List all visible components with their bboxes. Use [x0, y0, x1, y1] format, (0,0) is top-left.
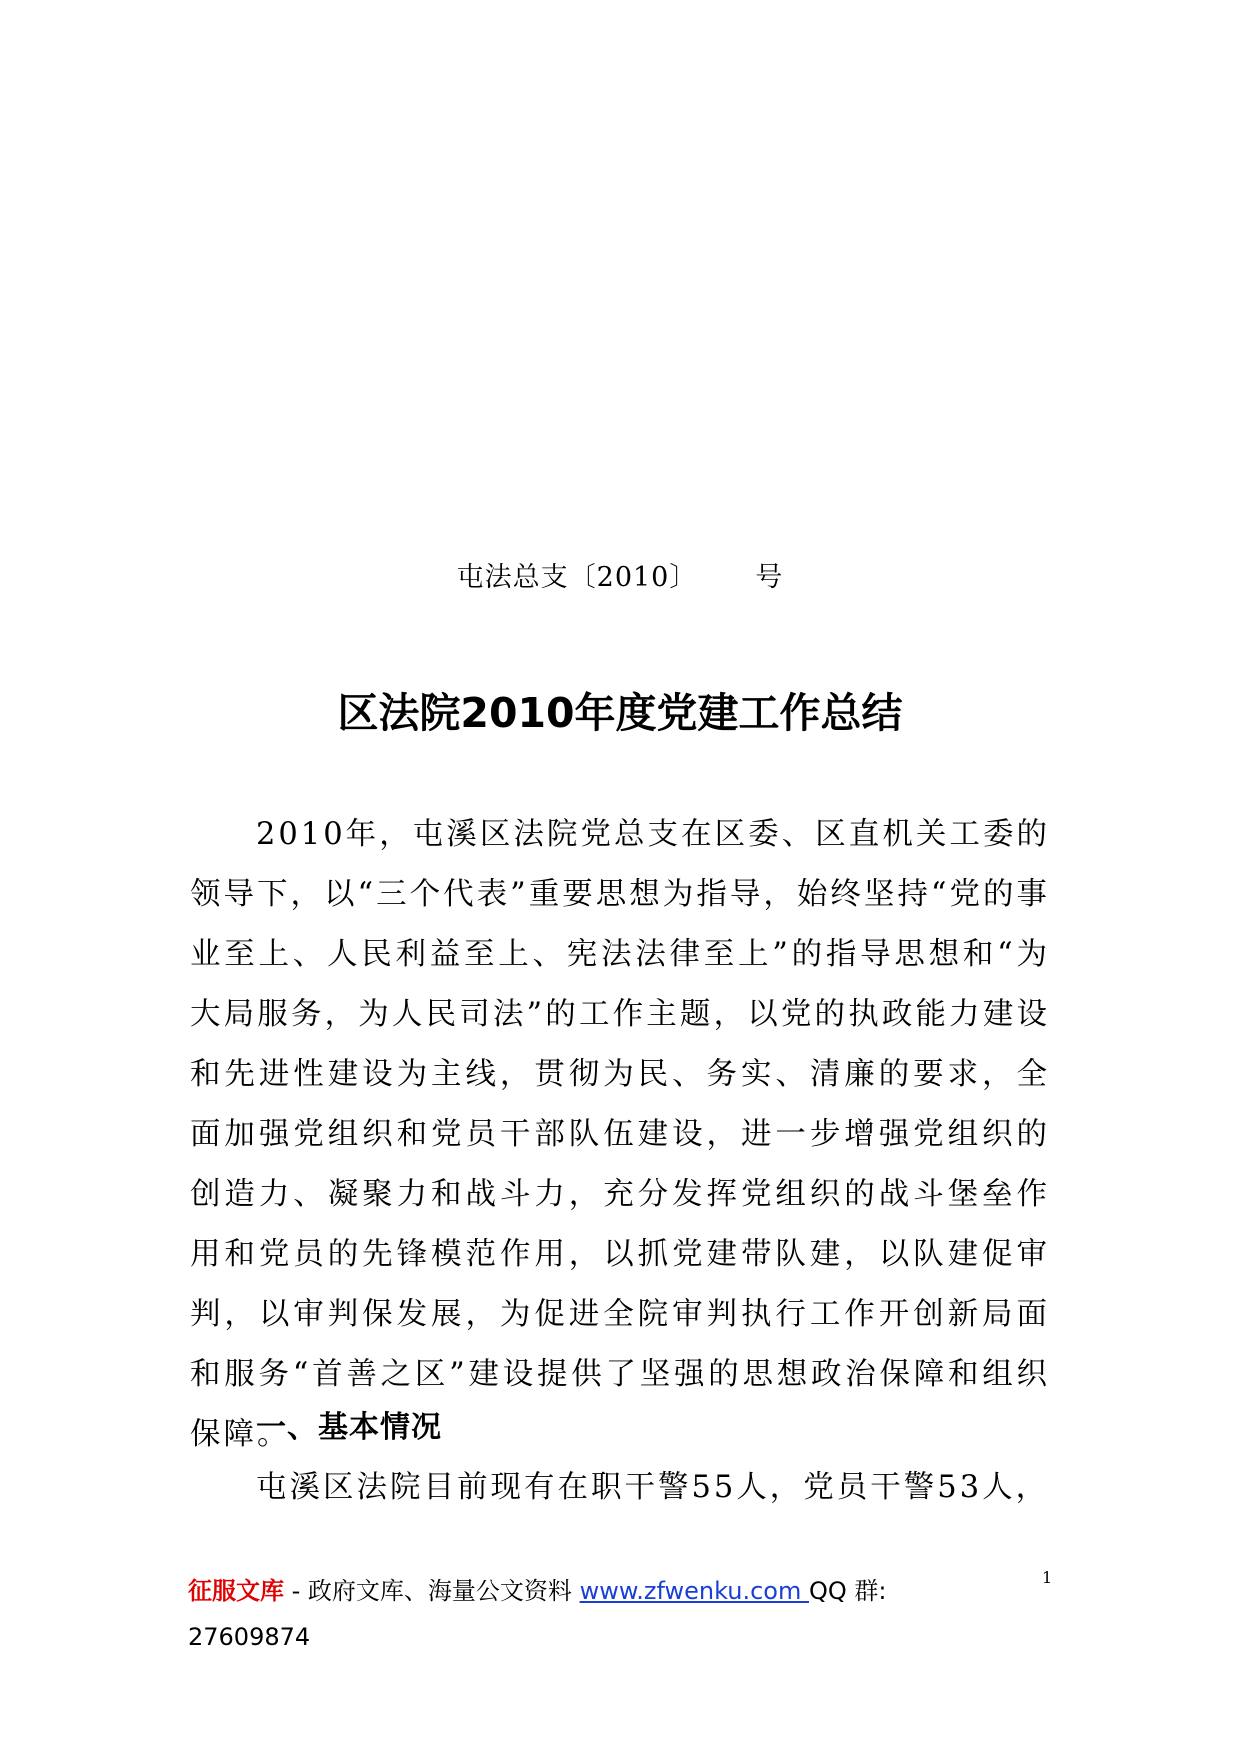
footer-website-link[interactable]: www.zfwenku.com: [579, 1577, 809, 1605]
intro-paragraph: 2010年，屯溪区法院党总支在区委、区直机关工委的领导下，以“三个代表”重要思想为指导，始终坚持“党的事业至上、人民利益至上、宪法法律至上”的指导思想和“为大局服务，为人民司法”的工作主题，以党的执政能力建设和先进性建设为主线，贯彻为民、务实、清廉的要求，全面加强党组织和党员干部队伍建设，进一步增强党组织的创造力、凝聚力和战斗力，充分发挥党组织的战斗堡垒作用和党员的先锋模范作用，以抓党建带队建，以队建促审判，以审判保发展，为促进全院审判执行工作开创新局面和服务“首善之区”建设提供了坚强的思想政治保障和组织保障。: [190, 817, 1050, 1452]
basic-situation-paragraph: 屯溪区法院目前现有在职干警55人，党员干警53人，: [256, 1470, 1050, 1505]
footer-qq-label: QQ 群:: [809, 1577, 887, 1605]
document-number: [0, 555, 1240, 594]
footer-description: 政府文库、海量公文资料: [307, 1577, 580, 1605]
section-heading-basic-situation: 一、基本情况: [256, 1410, 442, 1445]
footer: [188, 1568, 1048, 1660]
document-number-prefix: 屯法总支〔2010〕: [456, 562, 698, 593]
footer-brand: 征服文库: [188, 1577, 284, 1605]
footer-separator: -: [284, 1577, 308, 1605]
document-number-suffix: 号: [755, 562, 784, 593]
document-title: 区法院2010年度党建工作总结: [337, 689, 903, 737]
footer-qq-number: 27609874: [188, 1623, 311, 1651]
page-number: 1: [1042, 1568, 1053, 1587]
